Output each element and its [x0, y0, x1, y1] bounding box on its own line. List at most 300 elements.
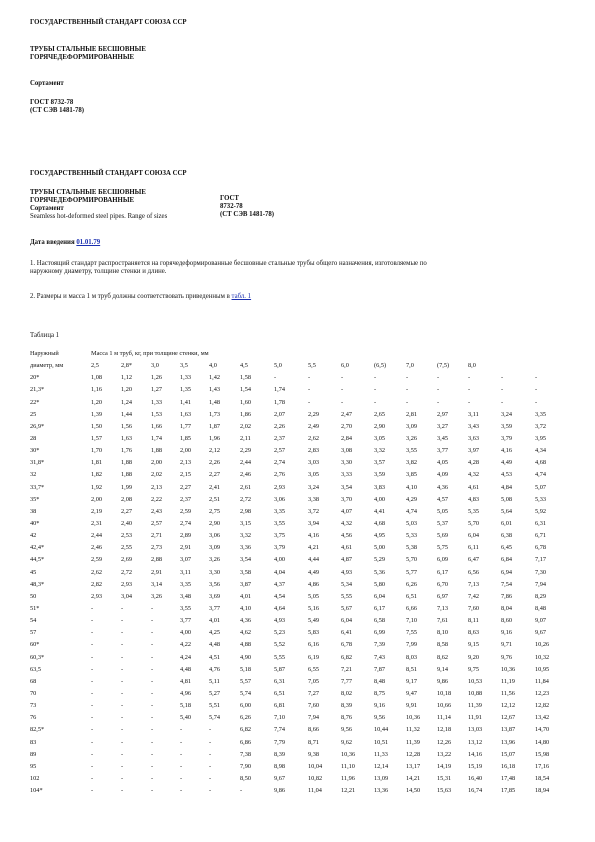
mass-cell: 4,36	[240, 617, 252, 625]
diameter-cell: 38	[30, 507, 37, 515]
mass-cell: 3,08	[341, 447, 353, 455]
diameter-cell: 32	[30, 471, 37, 479]
page-title: ГОСУДАРСТВЕННЫЙ СТАНДАРТ СОЮЗА ССР	[30, 19, 187, 26]
mass-cell: 4,00	[274, 556, 286, 564]
mass-cell: 1,43	[209, 386, 221, 394]
mass-cell: 10,51	[374, 738, 389, 746]
mass-cell: 6,51	[274, 689, 286, 697]
mass-cell: 15,63	[437, 787, 452, 795]
mass-cell: -	[180, 787, 183, 795]
mass-cell: 3,83	[374, 483, 386, 491]
mass-cell: 10,36	[501, 665, 516, 673]
mass-cell: 7,38	[240, 750, 252, 758]
mass-cell: 6,11	[468, 544, 479, 552]
mass-cell: -	[91, 689, 94, 697]
mass-cell: 1,88	[121, 471, 133, 479]
diameter-cell: 73	[30, 702, 37, 710]
mass-cell: 5,18	[180, 702, 192, 710]
mass-cell: 6,58	[374, 617, 386, 625]
st-sev-number: (СТ СЭВ 1481-78)	[30, 107, 85, 114]
mass-cell: 8,75	[374, 689, 386, 697]
mass-cell: 4,16	[308, 532, 320, 540]
mass-cell: -	[437, 386, 440, 394]
mass-cell: 1,16	[91, 386, 103, 394]
mass-cell: 10,44	[374, 726, 389, 734]
mass-cell: 4,49	[308, 568, 320, 576]
header-thickness: 4,5	[240, 362, 248, 370]
mass-cell: -	[180, 774, 183, 782]
mass-cell: 11,33	[374, 750, 388, 758]
mass-cell: 2,81	[406, 410, 418, 418]
mass-cell: 4,04	[274, 568, 286, 576]
mass-cell: 1,60	[240, 398, 252, 406]
mass-cell: 17,48	[501, 774, 516, 782]
mass-cell: 5,69	[437, 532, 449, 540]
mass-cell: 9,14	[437, 665, 449, 673]
diameter-cell: 21,3*	[30, 386, 45, 394]
mass-cell: 1,73	[209, 410, 221, 418]
mass-cell: 5,64	[501, 507, 513, 515]
mass-cell: 11,14	[437, 714, 451, 722]
mass-cell: 9,38	[308, 750, 320, 758]
mass-cell: 2,43	[151, 507, 163, 515]
mass-cell: 8,48	[535, 604, 547, 612]
mass-cell: -	[468, 386, 471, 394]
mass-cell: 5,75	[437, 544, 449, 552]
diameter-cell: 25	[30, 410, 37, 418]
mass-cell: 6,04	[468, 532, 480, 540]
mass-cell: 1,88	[121, 459, 133, 467]
mass-cell: -	[406, 374, 409, 382]
mass-cell: 6,04	[374, 592, 386, 600]
mass-cell: 6,45	[501, 544, 513, 552]
mass-cell: 8,02	[341, 689, 353, 697]
mass-cell: 17,85	[501, 787, 516, 795]
mass-cell: -	[209, 750, 212, 758]
mass-cell: 6,82	[240, 726, 252, 734]
mass-cell: 1,35	[180, 386, 192, 394]
mass-cell: 2,07	[274, 410, 286, 418]
mass-cell: 6,17	[437, 568, 449, 576]
mass-cell: 8,71	[308, 738, 320, 746]
mass-cell: 2,69	[121, 556, 133, 564]
mass-cell: 2,08	[121, 495, 133, 503]
mass-cell: -	[121, 604, 124, 612]
mass-cell: 4,90	[240, 653, 252, 661]
mass-cell: -	[91, 738, 94, 746]
header-thickness: 5,0	[274, 362, 282, 370]
mass-cell: 4,68	[374, 519, 386, 527]
mass-cell: 12,28	[406, 750, 421, 758]
mass-cell: 5,05	[437, 507, 449, 515]
mass-cell: 4,10	[406, 483, 418, 491]
gost-block-number: 8732-78	[220, 203, 243, 210]
mass-cell: 3,30	[209, 568, 221, 576]
mass-cell: 2,73	[151, 544, 163, 552]
mass-cell: 7,30	[535, 568, 547, 576]
mass-cell: 1,86	[240, 410, 252, 418]
mass-cell: -	[240, 787, 243, 795]
mass-cell: 3,85	[406, 471, 418, 479]
mass-cell: 7,99	[406, 641, 418, 649]
mass-cell: 2,46	[240, 471, 252, 479]
mass-cell: 2,84	[341, 434, 353, 442]
mass-cell: 7,60	[468, 604, 480, 612]
mass-cell: 5,38	[406, 544, 418, 552]
mass-cell: 6,86	[240, 738, 252, 746]
mass-cell: -	[91, 665, 94, 673]
diameter-cell: 45	[30, 568, 37, 576]
mass-cell: 18,54	[535, 774, 550, 782]
mass-cell: 6,51	[406, 592, 418, 600]
header-thickness: (7,5)	[437, 362, 450, 370]
mass-cell: 5,80	[374, 580, 386, 588]
mass-cell: 5,23	[274, 629, 286, 637]
mass-cell: 1,56	[121, 422, 133, 430]
standard-number	[30, 99, 84, 115]
mass-cell: 3,72	[308, 507, 320, 515]
header-thickness: 4,0	[209, 362, 217, 370]
mass-cell: 3,58	[240, 568, 252, 576]
mass-cell: 6,31	[535, 519, 547, 527]
mass-cell: 1,08	[91, 374, 103, 382]
mass-cell: 13,22	[437, 750, 452, 758]
mass-cell: 7,90	[240, 762, 252, 770]
mass-cell: 3,63	[468, 434, 480, 442]
mass-cell: 3,77	[180, 617, 192, 625]
mass-cell: 6,41	[341, 629, 353, 637]
mass-cell: -	[91, 604, 94, 612]
mass-cell: 2,46	[91, 544, 103, 552]
mass-cell: 1,74	[274, 386, 286, 394]
mass-cell: 9,75	[468, 665, 480, 673]
mass-cell: 3,43	[468, 422, 480, 430]
mass-cell: 5,67	[341, 604, 353, 612]
header-thickness: 5,5	[308, 362, 316, 370]
mass-cell: 4,76	[209, 665, 221, 673]
mass-cell: -	[180, 750, 183, 758]
mass-cell: -	[91, 617, 94, 625]
mass-cell: 5,57	[240, 677, 252, 685]
mass-cell: 2,91	[151, 568, 163, 576]
mass-cell: 6,71	[535, 532, 547, 540]
mass-cell: 9,56	[341, 726, 353, 734]
diameter-cell: 63,5	[30, 665, 42, 673]
mass-cell: 5,74	[209, 714, 221, 722]
mass-cell: 1,63	[121, 434, 133, 442]
sortament-label: Сортамент	[30, 80, 64, 87]
mass-cell: -	[468, 398, 471, 406]
mass-cell: -	[151, 774, 154, 782]
mass-cell: 11,04	[308, 787, 322, 795]
mass-cell: 10,53	[468, 677, 483, 685]
mass-cell: 10,18	[437, 689, 452, 697]
mass-cell: 2,37	[180, 495, 192, 503]
mass-cell: -	[121, 641, 124, 649]
mass-cell: -	[501, 386, 504, 394]
mass-cell: 3,35	[180, 580, 192, 588]
mass-cell: 4,51	[209, 653, 221, 661]
mass-cell: 4,96	[180, 689, 192, 697]
mass-cell: 3,35	[535, 410, 547, 418]
mass-cell: 11,84	[535, 677, 549, 685]
mass-cell: 7,43	[374, 653, 386, 661]
gost-number: ГОСТ 8732-78	[30, 99, 74, 106]
mass-cell: 9,15	[468, 641, 480, 649]
mass-cell: 4,49	[501, 459, 513, 467]
mass-cell: 8,60	[501, 617, 513, 625]
mass-cell: 4,93	[274, 617, 286, 625]
mass-cell: 7,13	[437, 604, 449, 612]
mass-cell: 1,53	[151, 410, 163, 418]
english-title: Seamless hot-deformed steel pipes. Range of sizes	[30, 213, 168, 220]
mass-cell: -	[341, 386, 344, 394]
mass-cell: 2,55	[121, 544, 133, 552]
mass-cell: 10,26	[535, 641, 550, 649]
mass-cell: 2,19	[91, 507, 103, 515]
mass-cell: 3,38	[308, 495, 320, 503]
mass-cell: -	[121, 738, 124, 746]
mass-cell: -	[209, 726, 212, 734]
mass-cell: 9,16	[374, 702, 386, 710]
mass-cell: 1,81	[91, 459, 103, 467]
mass-cell: 2,62	[91, 568, 103, 576]
mass-cell: 1,92	[91, 483, 103, 491]
diameter-cell: 20*	[30, 374, 40, 382]
mass-cell: 9,62	[341, 738, 353, 746]
mass-cell: 5,74	[240, 689, 252, 697]
mass-cell: 5,29	[374, 556, 386, 564]
mass-cell: 4,74	[535, 471, 547, 479]
mass-cell: -	[91, 714, 94, 722]
mass-cell: 7,94	[535, 580, 547, 588]
mass-cell: 1,74	[151, 434, 163, 442]
diameter-cell: 70	[30, 689, 37, 697]
mass-cell: 2,44	[91, 532, 103, 540]
mass-cell: 3,48	[180, 592, 192, 600]
mass-cell: 3,94	[308, 519, 320, 527]
mass-cell: 8,98	[274, 762, 286, 770]
mass-cell: 2,59	[91, 556, 103, 564]
mass-cell: 9,20	[468, 653, 480, 661]
mass-cell: -	[468, 374, 471, 382]
mass-cell: -	[535, 386, 538, 394]
mass-cell: 16,40	[468, 774, 483, 782]
mass-cell: -	[341, 398, 344, 406]
mass-cell: -	[374, 374, 377, 382]
diameter-cell: 31,8*	[30, 459, 45, 467]
mass-cell: 7,74	[274, 726, 286, 734]
mass-cell: 2,98	[240, 507, 252, 515]
mass-cell: 2,29	[240, 447, 252, 455]
paragraph-1	[30, 260, 427, 276]
mass-cell: 2,93	[121, 580, 133, 588]
mass-cell: 12,82	[535, 702, 550, 710]
mass-cell: 13,03	[468, 726, 483, 734]
mass-cell: 7,87	[374, 665, 386, 673]
mass-cell: 4,01	[209, 617, 221, 625]
mass-cell: 9,67	[274, 774, 286, 782]
mass-cell: 10,04	[308, 762, 323, 770]
mass-cell: 4,32	[468, 471, 480, 479]
diameter-cell: 30*	[30, 447, 40, 455]
mass-cell: 2,57	[151, 519, 163, 527]
mass-cell: 1,87	[209, 422, 221, 430]
diameter-cell: 40*	[30, 519, 40, 527]
header-thickness: 3,0	[151, 362, 159, 370]
mass-cell: -	[180, 762, 183, 770]
mass-cell: -	[121, 629, 124, 637]
mass-cell: 7,42	[468, 592, 480, 600]
mass-cell: 18,94	[535, 787, 550, 795]
mass-cell: 1,41	[180, 398, 192, 406]
mass-cell: 4,74	[406, 507, 418, 515]
mass-cell: 4,61	[468, 483, 480, 491]
mass-cell: 1,27	[151, 386, 163, 394]
diameter-cell: 76	[30, 714, 37, 722]
diameter-cell: 57	[30, 629, 37, 637]
mass-cell: 4,53	[501, 471, 513, 479]
mass-cell: 6,26	[406, 580, 418, 588]
mass-cell: 5,37	[437, 519, 449, 527]
mass-cell: 15,31	[437, 774, 452, 782]
date-link[interactable]: 01.01.79	[76, 239, 101, 246]
mass-cell: 4,64	[274, 604, 286, 612]
document-title	[30, 46, 146, 62]
mass-cell: 3,59	[501, 422, 513, 430]
mass-cell: 2,61	[240, 483, 252, 491]
mass-cell: 8,10	[437, 629, 449, 637]
mass-cell: 9,07	[535, 617, 547, 625]
mass-cell: 3,32	[374, 447, 386, 455]
table-1-link[interactable]: табл. 1	[231, 293, 252, 300]
header-thickness: 2,5	[91, 362, 99, 370]
diameter-cell: 102	[30, 774, 40, 782]
diameter-cell: 22*	[30, 398, 40, 406]
mass-cell: 5,55	[274, 653, 286, 661]
mass-cell: 12,23	[535, 689, 550, 697]
mass-cell: 2,22	[151, 495, 163, 503]
mass-cell: 1,85	[180, 434, 192, 442]
mass-cell: 8,66	[308, 726, 320, 734]
mass-cell: 4,62	[240, 629, 252, 637]
mass-cell: -	[151, 762, 154, 770]
mass-cell: 3,87	[240, 580, 252, 588]
diameter-cell: 82,5*	[30, 726, 45, 734]
mass-cell: 6,31	[274, 677, 286, 685]
mass-cell: 7,79	[274, 738, 286, 746]
mass-cell: -	[91, 653, 94, 661]
mass-cell: 3,79	[501, 434, 513, 442]
mass-cell: 4,32	[341, 519, 353, 527]
mass-cell: 8,51	[406, 665, 418, 673]
mass-cell: 2,27	[180, 483, 192, 491]
mass-cell: 13,87	[501, 726, 516, 734]
mass-cell: 2,62	[308, 434, 320, 442]
mass-cell: -	[151, 787, 154, 795]
mass-cell: 14,80	[535, 738, 550, 746]
mass-cell: 3,70	[341, 495, 353, 503]
mass-cell: -	[121, 665, 124, 673]
mass-cell: -	[535, 374, 538, 382]
mass-cell: 4,34	[535, 447, 547, 455]
mass-cell: 12,21	[341, 787, 356, 795]
mass-cell: -	[151, 702, 154, 710]
mass-cell: -	[121, 774, 124, 782]
mass-cell: 7,54	[501, 580, 513, 588]
document-title-line-2: ГОРЯЧЕДЕФОРМИРОВАННЫЕ	[30, 54, 135, 61]
mass-cell: 1,96	[209, 434, 221, 442]
mass-cell: 4,57	[437, 495, 449, 503]
mass-cell: 5,00	[374, 544, 386, 552]
mass-cell: 7,94	[308, 714, 320, 722]
mass-cell: 1,66	[151, 422, 163, 430]
mass-cell: 3,35	[274, 507, 286, 515]
mass-cell: 2,31	[91, 519, 103, 527]
mass-cell: 4,88	[240, 641, 252, 649]
header-diameter-line-1: Наружный	[30, 350, 59, 357]
mass-cell: 1,24	[121, 398, 133, 406]
mass-cell: 7,13	[468, 580, 480, 588]
mass-cell: 1,57	[91, 434, 103, 442]
mass-cell: 11,32	[406, 726, 420, 734]
mass-cell: 1,33	[180, 374, 192, 382]
mass-cell: 3,33	[341, 471, 353, 479]
mass-cell: 8,39	[341, 702, 353, 710]
mass-cell: -	[151, 617, 154, 625]
mass-cell: 10,88	[468, 689, 483, 697]
mass-cell: 3,05	[308, 471, 320, 479]
mass-cell: 14,70	[535, 726, 550, 734]
mass-cell: 7,86	[501, 592, 513, 600]
header-thickness: (6,5)	[374, 362, 387, 370]
header-thickness: 6,0	[341, 362, 349, 370]
mass-cell: -	[406, 398, 409, 406]
mass-cell: 8,63	[468, 629, 480, 637]
mass-cell: -	[151, 641, 154, 649]
mass-cell: 1,12	[121, 374, 133, 382]
mass-cell: 4,28	[468, 459, 480, 467]
mass-cell: -	[151, 750, 154, 758]
mass-cell: 2,93	[91, 592, 103, 600]
mass-cell: -	[121, 762, 124, 770]
mass-cell: -	[91, 762, 94, 770]
mass-cell: 6,01	[501, 519, 513, 527]
diameter-cell: 83	[30, 738, 37, 746]
diameter-cell: 89	[30, 750, 37, 758]
mass-cell: 14,50	[406, 787, 421, 795]
mass-cell: 6,94	[501, 568, 513, 576]
mass-cell: 2,90	[374, 422, 386, 430]
mass-cell: -	[121, 702, 124, 710]
diameter-cell: 44,5*	[30, 556, 45, 564]
paragraph-2	[30, 293, 251, 300]
table-caption: Таблица 1	[30, 332, 60, 339]
mass-cell: 2,65	[374, 410, 386, 418]
mass-cell: 7,21	[341, 665, 353, 673]
header-thickness: 3,5	[180, 362, 188, 370]
mass-cell: 17,16	[535, 762, 550, 770]
mass-cell: -	[374, 386, 377, 394]
mass-cell: 14,21	[406, 774, 421, 782]
mass-cell: 2,91	[180, 544, 192, 552]
mass-cell: 8,03	[406, 653, 418, 661]
mass-cell: 2,72	[121, 568, 133, 576]
mass-cell: -	[151, 653, 154, 661]
mass-cell: 9,86	[437, 677, 449, 685]
mass-cell: 4,01	[240, 592, 252, 600]
mass-cell: 6,00	[240, 702, 252, 710]
